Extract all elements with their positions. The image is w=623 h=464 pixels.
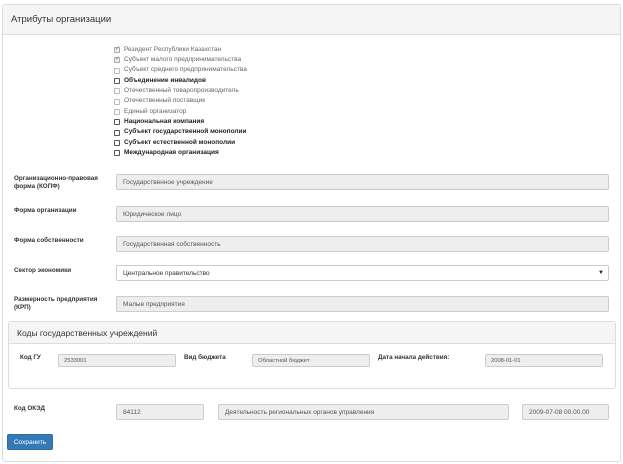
sector-select-value: Центральное правительство	[123, 269, 210, 277]
checkbox[interactable]	[114, 119, 120, 125]
checkbox[interactable]	[114, 78, 120, 84]
okzd-code-field[interactable]: 84112	[116, 404, 204, 420]
panel-title: Атрибуты организации	[11, 14, 112, 25]
krp-label: Размерность предприятия (КРП)	[14, 296, 98, 312]
sector-label: Сектор экономики	[14, 267, 72, 274]
kopf-field[interactable]: Государственное учреждение	[116, 174, 609, 190]
checkbox-row[interactable]	[114, 45, 247, 55]
checkbox-label: Субъект среднего предпринимательства	[124, 66, 247, 74]
caret-down-icon: ▼	[598, 270, 604, 276]
okzd-date-field[interactable]: 2009-07-08 00.00.00	[522, 404, 609, 420]
checkbox[interactable]	[114, 88, 120, 94]
krp-field[interactable]: Малые предприятия	[116, 296, 609, 312]
checkbox[interactable]	[114, 109, 120, 115]
budget-field[interactable]: Областной бюджет	[252, 354, 370, 367]
checkbox-row[interactable]	[114, 66, 247, 76]
checkbox[interactable]	[114, 47, 120, 53]
save-button[interactable]: Сохранить	[7, 434, 53, 450]
start-date-field[interactable]: 2008-01-01	[485, 354, 603, 367]
checkbox-list	[114, 45, 247, 158]
checkbox-row[interactable]	[114, 96, 247, 106]
okzd-label: Код ОКЭД	[14, 405, 45, 412]
checkbox[interactable]	[114, 130, 120, 136]
checkbox-row[interactable]	[114, 107, 247, 117]
checkbox-label: Единый организатор	[124, 107, 187, 115]
checkbox[interactable]	[114, 140, 120, 146]
panel-heading	[3, 5, 620, 35]
checkbox-label: Объединение инвалидов	[124, 76, 207, 84]
checkbox-label: Национальная компания	[124, 117, 205, 125]
gov-codes-heading	[9, 322, 615, 344]
gov-codes-title: Коды государственных учреждений	[17, 327, 158, 338]
checkbox-label: Международная организация	[124, 148, 219, 156]
org-form-field[interactable]: Юридическое лицо	[116, 206, 609, 222]
org-attributes-panel	[2, 4, 621, 462]
sector-select[interactable]	[116, 265, 609, 281]
org-form-label: Форма организации	[14, 207, 77, 214]
okzd-name-field[interactable]: Деятельность региональных органов управления	[218, 404, 509, 420]
checkbox-label: Субъект государственной монополии	[124, 128, 247, 136]
checkbox-row[interactable]	[114, 138, 247, 148]
checkbox[interactable]	[114, 68, 120, 74]
checkbox-label: Субъект естественной монополии	[124, 138, 236, 146]
checkbox-label: Отечественный товаропроизводитель	[124, 87, 239, 95]
ownership-field[interactable]: Государственная собственность	[116, 236, 609, 252]
checkbox[interactable]	[114, 99, 120, 105]
code-gu-field[interactable]: 2533001	[58, 354, 176, 367]
checkbox-row[interactable]	[114, 86, 247, 96]
ownership-label: Форма собственности	[14, 237, 84, 244]
budget-label: Вид бюджета	[184, 354, 226, 361]
checkbox[interactable]	[114, 57, 120, 63]
checkbox-row[interactable]	[114, 55, 247, 65]
checkbox-row[interactable]	[114, 148, 247, 158]
code-gu-label: Код ГУ	[20, 354, 41, 361]
checkbox-label: Резидент Республики Казахстан	[124, 45, 222, 53]
checkbox-row[interactable]	[114, 117, 247, 127]
start-date-label: Дата начала действия:	[378, 354, 450, 361]
kopf-label: Организационно-правовая форма (КОПФ)	[14, 175, 98, 191]
checkbox-label: Отечественный поставщик	[124, 97, 206, 105]
checkbox-label: Субъект малого предпринимательства	[124, 56, 242, 64]
checkbox-row[interactable]	[114, 76, 247, 86]
checkbox[interactable]	[114, 150, 120, 156]
checkbox-row[interactable]	[114, 127, 247, 137]
